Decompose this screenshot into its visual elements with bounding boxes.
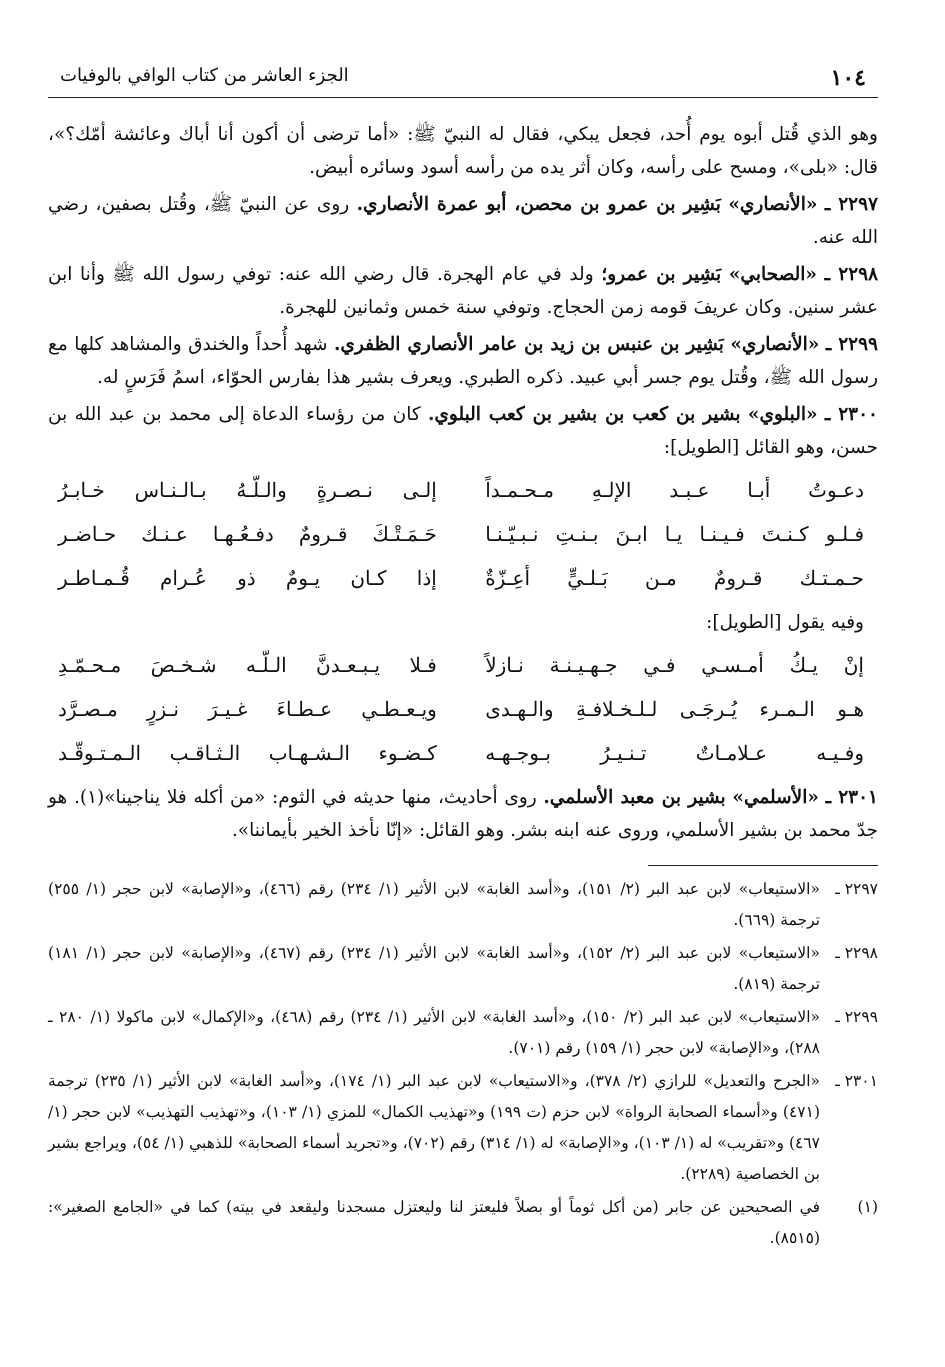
footnote-text: «الاستيعاب» لابن عبد البر (٢/ ١٥١)، و«أسد الغابة» لابن الأثير (١/ ٢٣٤) رقم (٤٦٦)، و«الإصابة» لابن حجر (١/ ٢٥٥) ترجمة (٦٦٩). — [48, 880, 820, 929]
poem-verse — [48, 687, 878, 731]
footnote-number: ٢٣٠١ ـ — [835, 1072, 878, 1090]
page-number: ١٠٤ — [830, 65, 866, 91]
poem-verse — [48, 731, 878, 775]
poem-verse — [48, 512, 878, 556]
footnote — [48, 1002, 878, 1064]
page-header — [48, 55, 878, 98]
footnote-text: «الاستيعاب» لابن عبد البر (٢/ ١٥٠)، و«أسد الغابة» لابن الأثير (١/ ٢٣٤) رقم (٤٦٨)، و«الإكمال» لابن ماكولا (١/ ٢٨٠ ـ ٢٨٨)، و«الإصابة» لابن حجر (١/ ١٥٩) رقم (٧٠١). — [48, 1008, 820, 1057]
entry-text: كان من رؤساء الدعاة إلى محمد بن عبد الله بن حسن، وهو القائل [الطويل]: — [48, 404, 878, 458]
poem-2 — [48, 643, 878, 775]
entry-number: ٢٢٩٧ ـ — [824, 194, 878, 215]
entry-text: روى عن النبيّ ﷺ، وقُتل بصفين، رضي الله عنه. — [48, 194, 878, 248]
verse-first-half: فـلـو كـنـتَ فـيـنـا يـا ابـنَ بـنـتِ نـبـيّـنـا — [485, 522, 864, 546]
verse-first-half: حـمـتـك قـرومٌ مـن بَـلـيٍّ أعِـزّةٌ — [485, 566, 864, 590]
poem-verse — [48, 643, 878, 687]
entry-number: ٢٣٠١ ـ — [825, 787, 878, 808]
entry-text: ولد في عام الهجرة. قال رضي الله عنه: توفي رسول الله ﷺ وأنا ابن عشر سنين. وكان عريفَ قومه زمن الحجاج. وتوفي سنة خمس وثمانين للهجرة. — [48, 264, 878, 318]
entry-nisba: «الأنصاري» — [728, 194, 818, 215]
footnote-divider — [648, 865, 878, 866]
verse-second-half: حَـمَـتْـكَ قـرومٌ دفـعُـهـا عـنـك حـاضـر — [58, 522, 437, 546]
entry-name: بَشِير بن عنبس بن زيد بن عامر الأنصاري الظفري. — [333, 334, 724, 355]
entry-2300 — [48, 398, 878, 464]
poem-intro: وفيه يقول [الطويل]: — [706, 612, 864, 633]
entry-nisba: «الصحابي» — [728, 264, 817, 285]
book-page — [48, 55, 878, 1256]
verse-second-half: فـلا يـبـعـدنَّ الـلّـه شـخـصَ مـحـمّـدِ — [58, 653, 437, 677]
running-title: الجزء العاشر من كتاب الوافي بالوفيات — [60, 65, 349, 86]
footnote-number: (١) — [857, 1198, 878, 1216]
verse-second-half: إذا كـان يـومٌ ذو عُـرام قُـمـاطـر — [58, 566, 437, 590]
entry-name: بَشِير بن عمرو؛ — [601, 264, 722, 285]
footnote-text: «الجرح والتعديل» للرازي (٢/ ٣٧٨)، و«الاستيعاب» لابن عبد البر (١/ ١٧٤)، و«أسد الغابة» لابن الأثير (١/ ٢٣٥) ترجمة (٤٧١) و«أسماء الصحابة الرواة» لابن حزم (ت ١٩٩) و«تهذيب الكمال» للمزي (١/ ١٠٣)، و«تهذيب التهذيب» لابن حجر (١/ ٤٦٧) و«تقريب» له (١/ ١٠٣)، و«الإصابة» له (١/ ٣١٤) رقم (٧٠٢)، و«تجريد أسماء الصحابة» للذهبي (١/ ٥٤)، ويراجع بشير بن الخصاصية (٢٢٨٩). — [48, 1072, 821, 1183]
verse-first-half: وفـيـه عـلامـاتٌ تـنـيـرُ بـوجـهـه — [485, 741, 864, 765]
entry-name: بَشِير بن عمرو بن محصن، أبو عمرة الأنصاري. — [356, 194, 721, 215]
verse-first-half: دعـوتُ أبـا عـبـد الإلـهِ مـحـمـداً — [485, 478, 864, 502]
poem-verse — [48, 468, 878, 512]
poem-1 — [48, 468, 878, 600]
footnote — [48, 938, 878, 1000]
entry-2301 — [48, 781, 878, 847]
footnote-number: ٢٢٩٩ ـ — [835, 1008, 878, 1026]
footnotes — [48, 874, 878, 1254]
footnote-number: ٢٢٩٨ ـ — [835, 944, 878, 962]
entry-nisba: «الأسلمي» — [732, 787, 819, 808]
verse-second-half: ويـعـطـي عـطـاءَ غـيـرَ نـزرٍ مـصـرَّد — [58, 697, 437, 721]
footnote-text: في الصحيحين عن جابر (من أكل ثوماً أو بصلاً فليعتز لنا وليعتزل مسجدنا وليقعد في بيته) كما في «الجامع الصغير»: (٨٥١٥). — [48, 1198, 820, 1247]
entry-number: ٢٢٩٨ ـ — [824, 264, 879, 285]
footnote-number: ٢٢٩٧ ـ — [835, 880, 878, 898]
footnote — [48, 874, 878, 936]
entry-nisba: «البلوي» — [747, 404, 818, 425]
entry-number: ٢٢٩٩ ـ — [825, 334, 878, 355]
main-text — [48, 118, 878, 847]
verse-second-half: كـضـوء الـشـهـاب الـثـاقـب الـمـتـوقّـد — [58, 741, 437, 765]
verse-first-half: إنْ يـكُ أمـسـي فـي جـهـيـنـة نـازلاً — [485, 653, 864, 677]
paragraph-continuation: وهو الذي قُتل أبوه يوم أُحد، فجعل يبكي، فقال له النبيّ ﷺ: «أما ترضى أن أكون أنا أباك وعائشة أمّك؟»، قال: «بلى»، ومسح على رأسه، وكان أثر يده من رأسه أسود وسائره أبيض. — [48, 124, 878, 178]
verse-first-half: هـو الـمـرء يُـرجَـى لـلـخـلافـةِ والـهـدى — [485, 697, 864, 721]
entry-text: روى أحاديث، منها حديثه في الثوم: «من أكله فلا يناجينا»(١). هو جدّ محمد بن بشير الأسلمي، وروى عنه ابنه بشر. وهو القائل: «إنّا نأخذ الخير بأيماننا». — [48, 787, 878, 841]
poem-verse — [48, 556, 878, 600]
footnote — [48, 1066, 878, 1190]
entry-text: شهد أُحداً والخندق والمشاهد كلها مع رسول الله ﷺ، وقُتل يوم جسر أبي عبيد. ذكره الطبري. ويعرف بشير هذا بفارس الحوّاء، اسمُ فَرَسٍ له. — [48, 334, 878, 388]
entry-name: بشير بن كعب بن بشير بن كعب البلوي. — [427, 404, 741, 425]
entry-2299 — [48, 328, 878, 394]
entry-nisba: «الأنصاري» — [730, 334, 820, 355]
footnote-text: «الاستيعاب» لابن عبد البر (٢/ ١٥٢)، و«أسد الغابة» لابن الأثير (١/ ٢٣٤) رقم (٤٦٧)، و«الإصابة» لابن حجر (١/ ١٨١) ترجمة (٨١٩). — [48, 944, 820, 993]
footnote — [48, 1192, 878, 1254]
entry-2298 — [48, 258, 878, 324]
verse-second-half: إلـى نـصـرةٍ والـلّـهُ بـالـنـاس خـابـرُ — [58, 478, 437, 502]
entry-2297 — [48, 188, 878, 254]
entry-name: بشير بن معبد الأسلمي. — [543, 787, 726, 808]
entry-number: ٢٣٠٠ ـ — [824, 404, 878, 425]
